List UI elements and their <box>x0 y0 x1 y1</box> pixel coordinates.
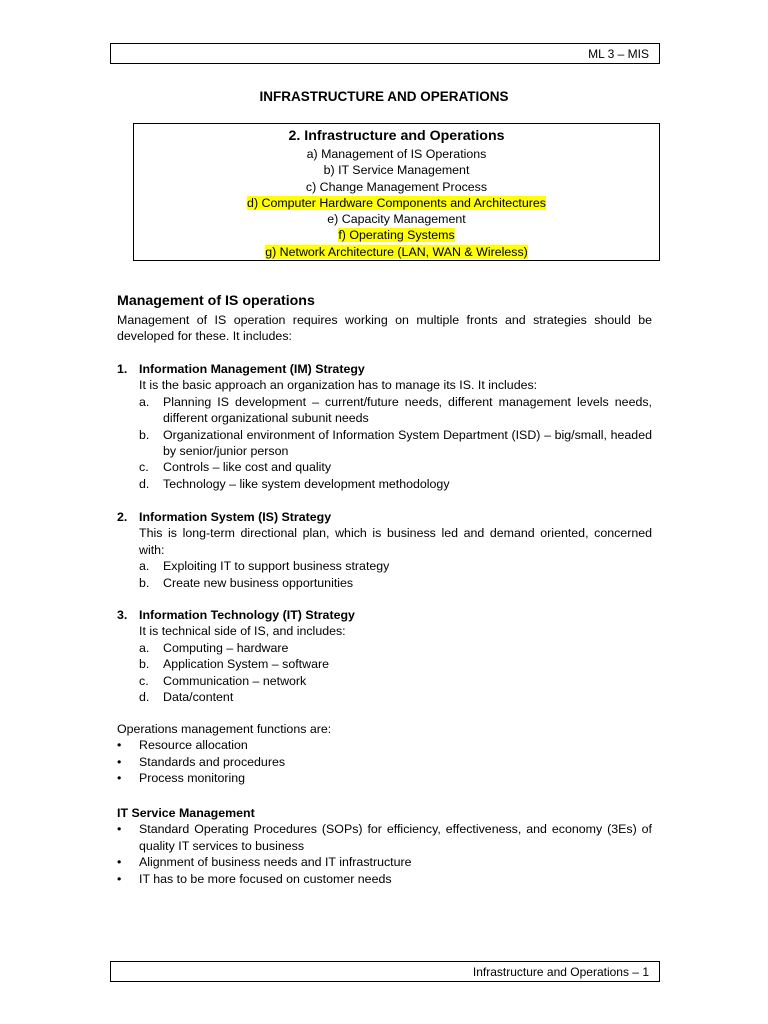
strategy-number: 1. <box>117 362 128 376</box>
list-item-letter: b. <box>139 657 150 672</box>
topic-item <box>134 146 659 162</box>
list-item <box>117 673 652 689</box>
list-item-letter: a. <box>139 394 150 409</box>
topic-item <box>134 227 659 243</box>
bullet-text: Resource allocation <box>139 738 248 753</box>
page-header-label: ML 3 – MIS <box>588 47 649 61</box>
list-item-text: Computing – hardware <box>163 640 289 655</box>
topic-item-text-highlighted: g) Network Architecture (LAN, WAN & Wireless) <box>265 244 528 259</box>
strategy-heading <box>117 607 652 623</box>
bullet-text: Process monitoring <box>139 771 246 786</box>
bullet-text: IT has to be more focused on customer needs <box>139 871 392 886</box>
bullet-icon: • <box>117 855 122 870</box>
bullet-item <box>117 770 652 786</box>
list-item-text: Technology – like system development methodology <box>163 476 450 491</box>
list-item-text: Application System – software <box>163 657 329 672</box>
bullet-item <box>117 737 652 753</box>
list-item <box>117 640 652 656</box>
list-item-text: Controls – like cost and quality <box>163 460 332 475</box>
bullet-item <box>117 854 652 870</box>
bullet-icon: • <box>117 822 122 837</box>
list-item-text: Data/content <box>163 690 234 705</box>
page-footer-box <box>110 961 660 982</box>
strategy-title: Information Technology (IT) Strategy <box>139 608 355 622</box>
section-heading: Management of IS operations <box>117 293 315 309</box>
strategy-heading <box>117 361 652 377</box>
topic-item-text-highlighted: f) Operating Systems <box>338 228 455 243</box>
ops-functions-block <box>117 721 652 787</box>
list-item-text: Exploiting IT to support business strategy <box>163 559 390 574</box>
strategy-heading <box>117 509 652 525</box>
topic-item-text: a) Management of IS Operations <box>306 147 487 161</box>
bullet-text: Alignment of business needs and IT infrastructure <box>139 855 412 870</box>
strategy-block-it <box>117 607 652 705</box>
topic-item <box>134 244 659 260</box>
list-item-letter: b. <box>139 575 150 590</box>
list-item <box>117 427 652 460</box>
bullet-item <box>117 821 652 854</box>
bullet-icon: • <box>117 738 122 753</box>
list-item-text: Organizational environment of Information System Department (ISD) – big/small, headed by senior/junior person <box>163 427 652 459</box>
list-item-text: Planning IS development – current/future needs, different management levels needs, different organizational subunit needs <box>163 394 652 426</box>
list-item-letter: c. <box>139 460 149 475</box>
list-item-letter: c. <box>139 673 149 688</box>
list-item <box>117 689 652 705</box>
topic-item <box>134 179 659 195</box>
strategy-title: Information Management (IM) Strategy <box>139 362 365 376</box>
bullet-icon: • <box>117 871 122 886</box>
bullet-text: Standards and procedures <box>139 754 286 769</box>
bullet-icon: • <box>117 771 122 786</box>
bullet-text: Standard Operating Procedures (SOPs) for efficiency, effectiveness, and economy (3Es) of quality IT services to business <box>139 822 652 853</box>
list-item <box>117 656 652 672</box>
topic-item-text: b) IT Service Management <box>323 163 470 178</box>
list-item-letter: b. <box>139 427 150 442</box>
bullet-item <box>117 871 652 887</box>
strategy-block-im <box>117 361 652 492</box>
strategy-number: 2. <box>117 510 128 524</box>
list-item <box>117 558 652 574</box>
list-item <box>117 575 652 591</box>
itsm-block <box>117 805 652 887</box>
topic-item-text: e) Capacity Management <box>327 212 466 227</box>
topic-item-text-highlighted: d) Computer Hardware Components and Architectures <box>247 195 546 210</box>
list-item-letter: a. <box>139 559 150 574</box>
list-item <box>117 394 652 427</box>
bullet-item <box>117 754 652 770</box>
strategy-title: Information System (IS) Strategy <box>139 510 332 524</box>
strategy-number: 3. <box>117 608 128 622</box>
bullet-icon: • <box>117 754 122 769</box>
strategy-intro: This is long-term directional plan, which is business led and demand oriented, concerned with: <box>139 526 652 557</box>
strategy-intro: It is technical side of IS, and includes: <box>139 624 346 639</box>
strategy-intro: It is the basic approach an organization has to manage its IS. It includes: <box>139 378 538 393</box>
ops-functions-intro: Operations management functions are: <box>117 722 332 736</box>
topic-item-text: c) Change Management Process <box>305 179 488 194</box>
list-item <box>117 459 652 475</box>
topics-box <box>133 123 660 261</box>
list-item-text: Communication – network <box>163 673 307 688</box>
strategy-block-is <box>117 509 652 591</box>
topics-heading: 2. Infrastructure and Operations <box>288 128 505 144</box>
page-footer-label: Infrastructure and Operations – 1 <box>472 965 649 979</box>
list-item <box>117 476 652 492</box>
itsm-heading: IT Service Management <box>117 806 255 820</box>
list-item-letter: d. <box>139 476 150 491</box>
topic-item <box>134 211 659 227</box>
section-intro-paragraph: Management of IS operation requires working on multiple fronts and strategies should be developed for these. It includes: <box>117 313 652 344</box>
list-item-letter: a. <box>139 640 150 655</box>
topic-item <box>134 195 659 211</box>
page-header-box <box>110 43 660 64</box>
list-item-text: Create new business opportunities <box>163 575 354 590</box>
document-title: INFRASTRUCTURE AND OPERATIONS <box>259 89 509 104</box>
list-item-letter: d. <box>139 690 150 705</box>
topic-item <box>134 162 659 178</box>
